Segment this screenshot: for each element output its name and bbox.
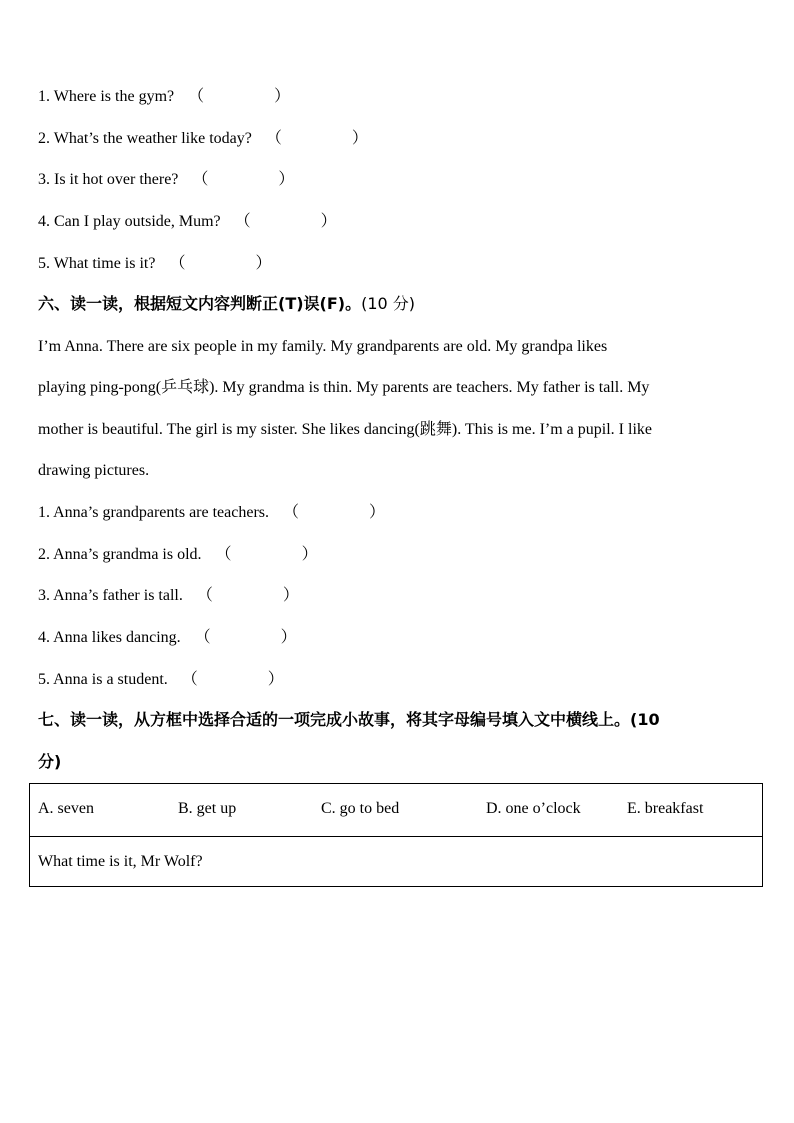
option-c: C. go to bed	[321, 800, 400, 817]
answer-blank[interactable]: （ ）	[188, 88, 291, 105]
s5-question-5	[38, 254, 272, 274]
question-text: 4. Can I play outside, Mum?	[38, 213, 221, 230]
answer-blank[interactable]: （ ）	[169, 255, 272, 272]
answer-blank[interactable]: （ ）	[234, 213, 337, 230]
passage-line: drawing pictures.	[38, 462, 150, 479]
option-e: E. breakfast	[627, 800, 704, 817]
s5-question-3	[38, 170, 294, 190]
option-a: A. seven	[38, 800, 94, 817]
options-row	[30, 784, 762, 837]
s6-question-1	[38, 503, 385, 523]
question-text: 3. Anna’s father is tall.	[38, 587, 183, 604]
options-box	[29, 783, 763, 887]
option-d: D. one o’clock	[486, 800, 581, 817]
s5-question-2	[38, 129, 368, 149]
s6-question-4	[38, 628, 297, 648]
question-text: 5. What time is it?	[38, 255, 156, 272]
passage-line: I’m Anna. There are six people in my family. My grandparents are old. My grandpa likes	[38, 338, 608, 355]
question-text: 4. Anna likes dancing.	[38, 629, 181, 646]
section7-heading-cont: 分)	[38, 752, 62, 771]
question-text: 5. Anna is a student.	[38, 671, 168, 688]
question-text: 2. What’s the weather like today?	[38, 130, 252, 147]
question-text: 3. Is it hot over there?	[38, 171, 179, 188]
option-b: B. get up	[178, 800, 237, 817]
answer-blank[interactable]: （ ）	[194, 629, 297, 646]
passage-line: playing ping-pong(乒乓球). My grandma is thin. My parents are teachers. My father is tall. My	[38, 379, 650, 396]
section7-heading: 七、读一读，从方框中选择合适的一项完成小故事，将其字母编号填入文中横线上。(10	[38, 710, 660, 729]
question-text: 1. Where is the gym?	[38, 88, 175, 105]
question-text: 1. Anna’s grandparents are teachers.	[38, 504, 270, 521]
s5-question-4	[38, 212, 337, 232]
answer-blank[interactable]: （ ）	[192, 171, 295, 188]
question-text: 2. Anna’s grandma is old.	[38, 546, 202, 563]
section6-score: (10 分)	[361, 294, 416, 313]
answer-blank[interactable]: （ ）	[181, 671, 284, 688]
answer-blank[interactable]: （ ）	[196, 587, 299, 604]
answer-blank[interactable]: （ ）	[283, 504, 386, 521]
passage-line: mother is beautiful. The girl is my sister. She likes dancing(跳舞). This is me. I’m a pupil. I like	[38, 421, 652, 438]
answer-blank[interactable]: （ ）	[215, 546, 318, 563]
section6-heading	[38, 294, 415, 314]
s5-question-1	[38, 87, 290, 107]
story-line: What time is it, Mr Wolf?	[38, 853, 203, 870]
s6-question-5	[38, 670, 284, 690]
answer-blank[interactable]: （ ）	[265, 130, 368, 147]
s6-question-3	[38, 586, 299, 606]
section6-title: 六、读一读，根据短文内容判断正(T)误(F)。	[38, 294, 362, 313]
s6-question-2	[38, 545, 318, 565]
